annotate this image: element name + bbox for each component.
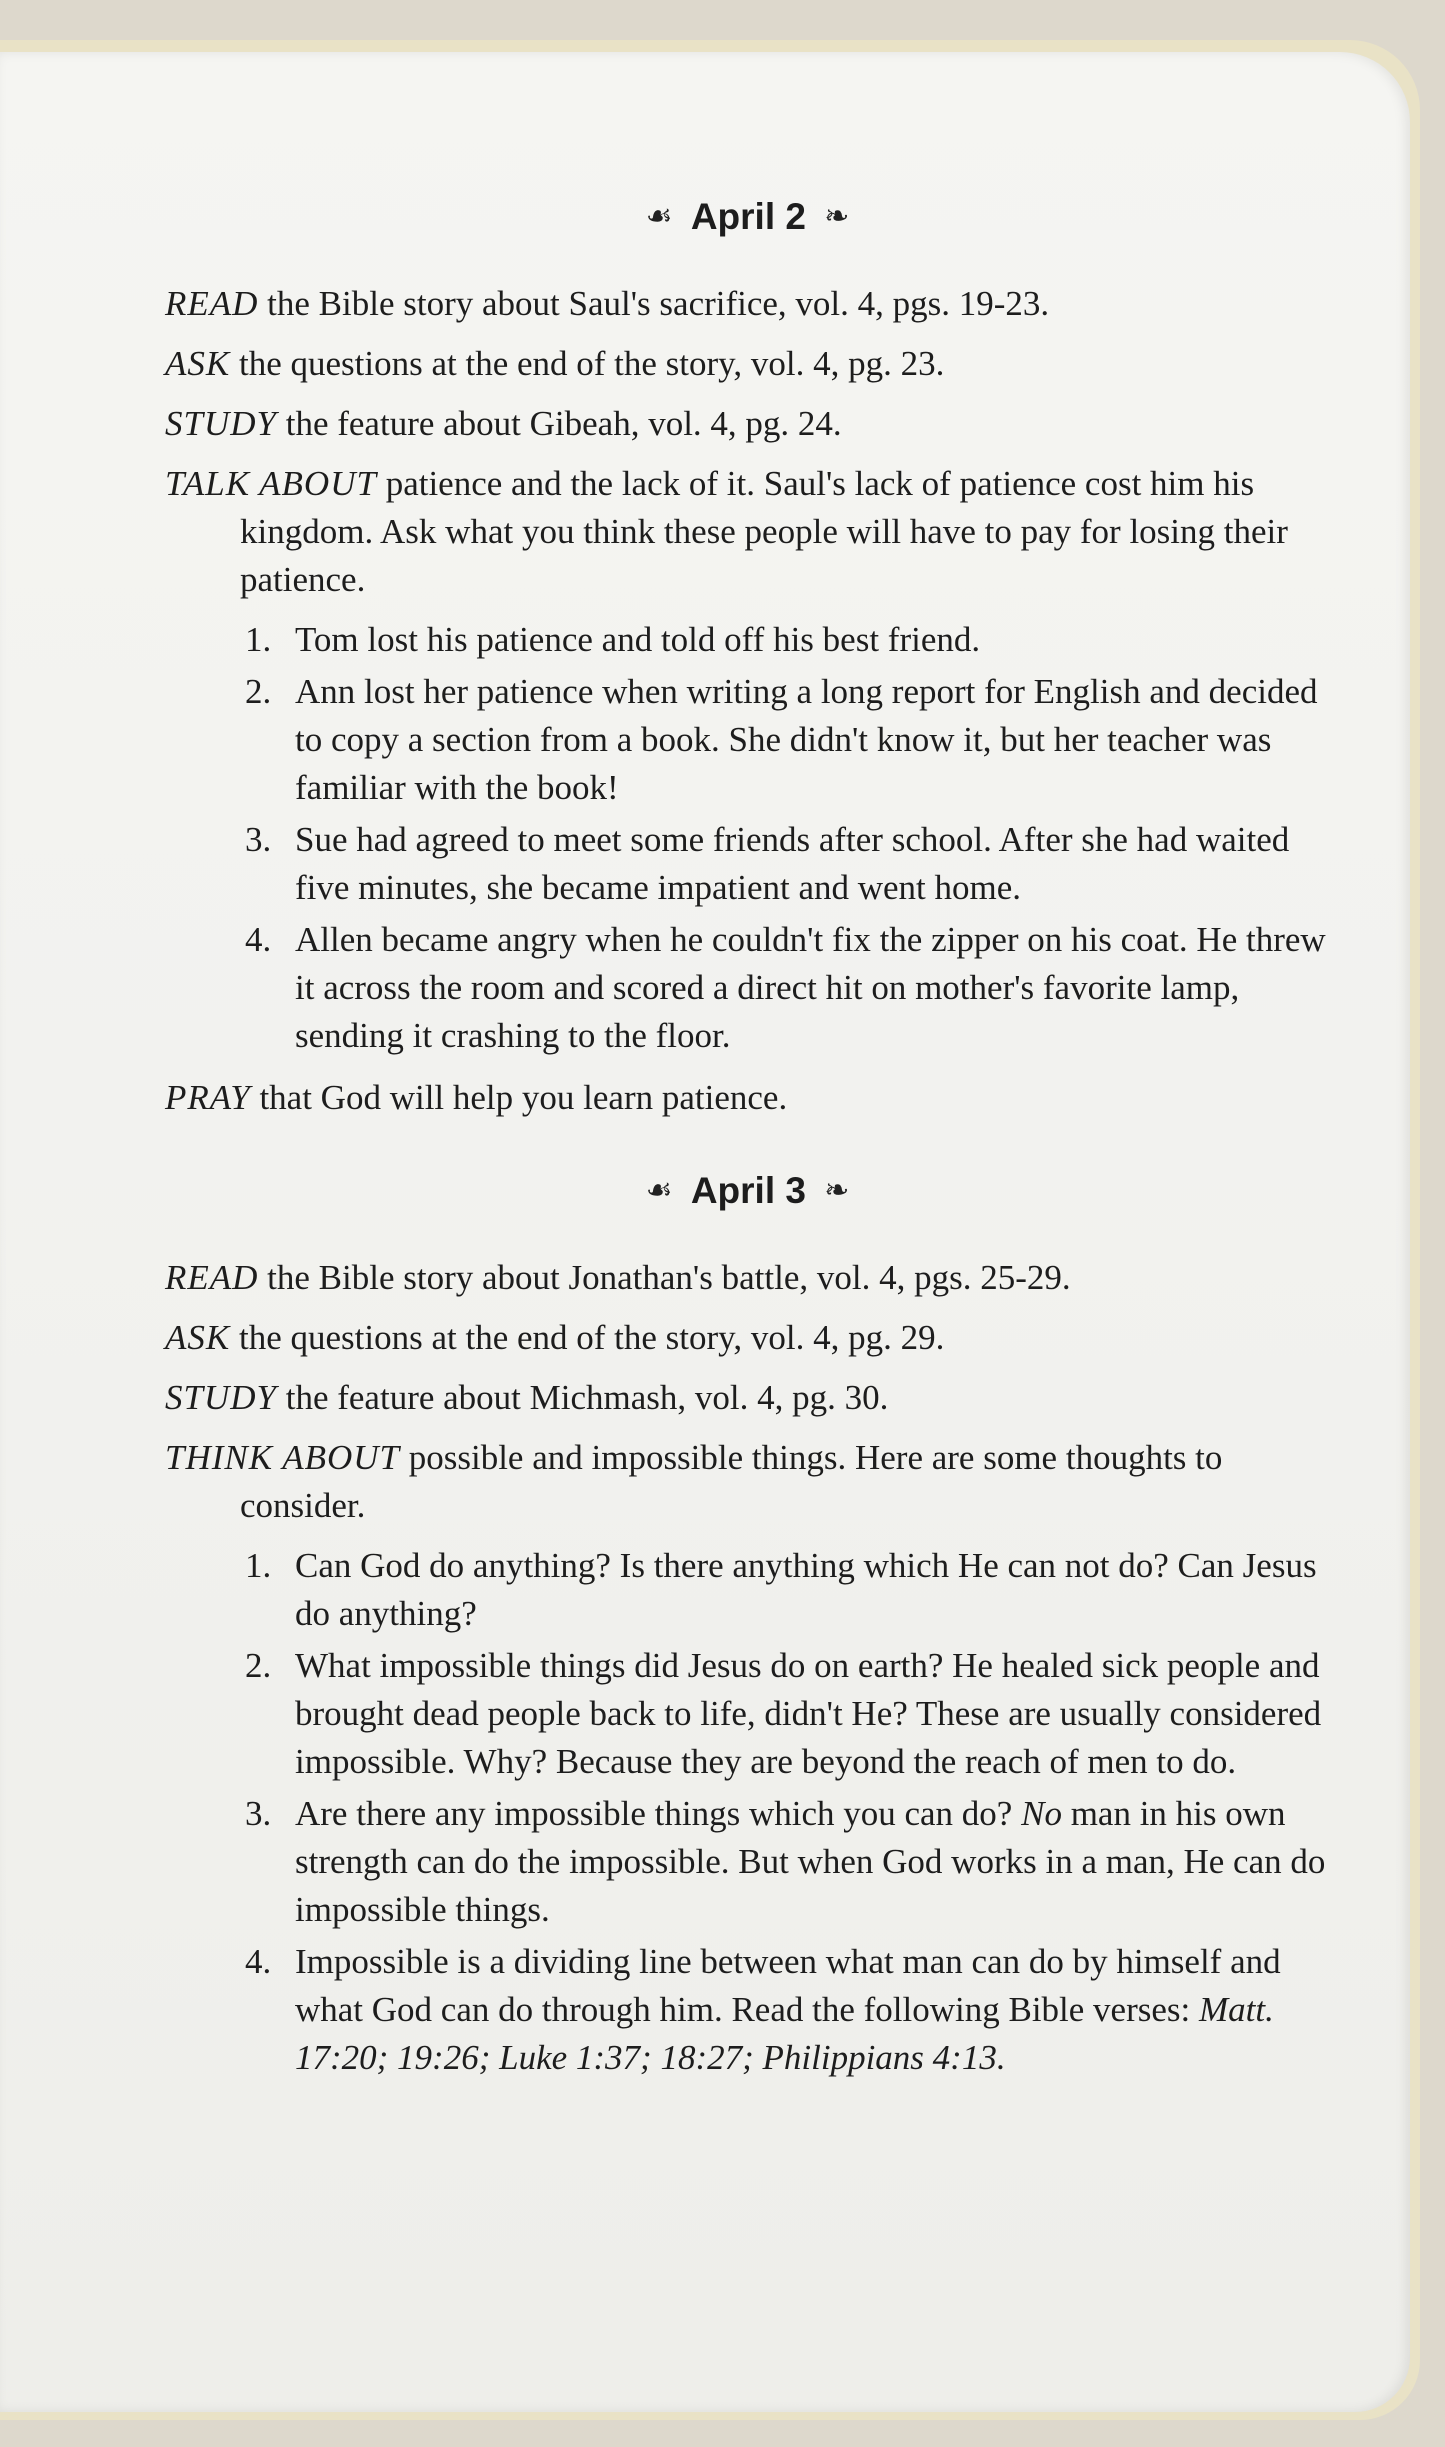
list-text-after: man in his own strength can do the impossible. But when God works in a man, He can do impossible things. <box>295 1794 1326 1930</box>
list-item <box>165 1938 1330 2082</box>
ornament-left-icon: ☙ <box>645 199 673 235</box>
ornament-left-icon: ☙ <box>645 1173 673 1209</box>
read-text: the Bible story about Jonathan's battle, vol. 4, pgs. 25-29. <box>258 1258 1071 1298</box>
study-keyword: STUDY <box>165 1378 277 1418</box>
list-text: Impossible is a dividing line between what man can do by himself and what God can do through him. Read the following Bible verses: <box>295 1942 1281 2030</box>
heading-date: April 2 <box>690 196 806 238</box>
list-item <box>165 616 1330 664</box>
pray-text: that God will help you learn patience. <box>250 1078 788 1118</box>
ask-text: the questions at the end of the story, vol. 4, pg. 23. <box>230 344 945 384</box>
think-about-keyword: THINK ABOUT <box>165 1438 400 1478</box>
list-text: Allen became angry when he couldn't fix the zipper on his coat. He threw it across the room and scored a direct hit on mother's favorite lamp, sending it crashing to the floor. <box>295 920 1326 1056</box>
list-item <box>165 816 1330 912</box>
think-about-text: possible and impossible things. Here are some thoughts to consider. <box>240 1438 1223 1526</box>
numbered-list <box>165 1542 1330 2082</box>
read-keyword: READ <box>165 1258 259 1298</box>
read-instruction <box>165 1254 1330 1302</box>
ask-instruction <box>165 1314 1330 1362</box>
list-number: 2. <box>245 1646 272 1686</box>
ask-instruction <box>165 340 1330 388</box>
section-heading <box>165 1164 1330 1216</box>
read-instruction <box>165 280 1330 328</box>
pray-keyword: PRAY <box>165 1078 251 1118</box>
ask-keyword: ASK <box>165 1318 231 1358</box>
list-text-emphasis: No <box>1021 1794 1062 1834</box>
study-text: the feature about Gibeah, vol. 4, pg. 24. <box>276 404 842 444</box>
ask-keyword: ASK <box>165 344 231 384</box>
bible-references: Matt. 17:20; 19:26; Luke 1:37; 18:27; Philippians 4:13. <box>295 1990 1274 2078</box>
talk-about-instruction <box>165 460 1330 604</box>
devotion-april-2 <box>165 190 1330 1122</box>
list-text: What impossible things did Jesus do on earth? He healed sick people and brought dead people back to life, didn't He? These are usually considered impossible. Why? Because they are beyond the reach of men to do. <box>295 1646 1322 1782</box>
list-number: 2. <box>245 672 272 712</box>
devotion-april-3 <box>165 1164 1330 2082</box>
list-number: 3. <box>245 820 272 860</box>
ask-text: the questions at the end of the story, vol. 4, pg. 29. <box>230 1318 945 1358</box>
list-number: 4. <box>245 920 272 960</box>
list-text: Can God do anything? Is there anything which He can not do? Can Jesus do anything? <box>295 1546 1317 1634</box>
ornament-right-icon: ❧ <box>824 1173 850 1209</box>
read-keyword: READ <box>165 284 259 324</box>
list-item <box>165 668 1330 812</box>
section-heading <box>165 190 1330 242</box>
list-number: 3. <box>245 1794 272 1834</box>
list-text: Tom lost his patience and told off his best friend. <box>295 620 981 660</box>
numbered-list <box>165 616 1330 1060</box>
list-item <box>165 1642 1330 1786</box>
heading-date: April 3 <box>690 1170 806 1212</box>
talk-about-keyword: TALK ABOUT <box>165 464 377 504</box>
ornament-right-icon: ❧ <box>824 199 850 235</box>
pray-instruction <box>165 1074 1330 1122</box>
list-text: Sue had agreed to meet some friends after school. After she had waited five minutes, she became impatient and went home. <box>295 820 1290 908</box>
study-instruction <box>165 1374 1330 1422</box>
list-number: 1. <box>245 620 272 660</box>
list-number: 1. <box>245 1546 272 1586</box>
list-text: Ann lost her patience when writing a long report for English and decided to copy a section from a book. She didn't know it, but her teacher was familiar with the book! <box>295 672 1318 808</box>
page-content <box>165 150 1330 2096</box>
talk-about-text: patience and the lack of it. Saul's lack of patience cost him his kingdom. Ask what you think these people will have to pay for losing their patience. <box>240 464 1288 600</box>
list-number: 4. <box>245 1942 272 1982</box>
study-instruction <box>165 400 1330 448</box>
think-about-instruction <box>165 1434 1330 1530</box>
study-text: the feature about Michmash, vol. 4, pg. 30. <box>276 1378 889 1418</box>
list-item <box>165 916 1330 1060</box>
list-item <box>165 1542 1330 1638</box>
study-keyword: STUDY <box>165 404 277 444</box>
list-item <box>165 1790 1330 1934</box>
read-text: the Bible story about Saul's sacrifice, vol. 4, pgs. 19-23. <box>258 284 1050 324</box>
list-text-before: Are there any impossible things which you can do? <box>295 1794 1022 1834</box>
